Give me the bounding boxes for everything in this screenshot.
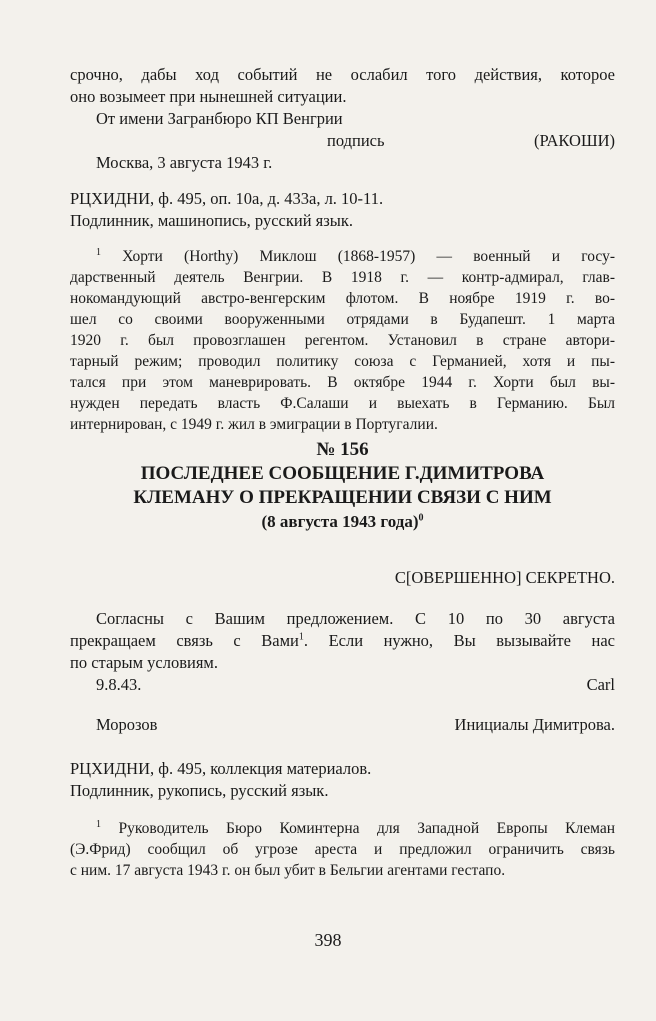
footnote-line: 1920 г. был провозглашен регентом. Установил в стране автори- [70,332,615,349]
document-number: № 156 [316,439,369,460]
footnote-line: нокомандующий австро-венгерским флотом. В ноябре 1919 г. во- [70,290,615,307]
footnote [70,246,615,435]
footnote [70,818,615,881]
document-heading [70,438,615,534]
footnote-marker: 1 [298,631,304,643]
signature-carl: Carl [586,675,615,694]
date-marker: 0 [418,512,424,524]
page-number: 398 [314,930,342,950]
footnote-line: (Э.Фрид) сообщил об угрозе ареста и предложил ограничить связь [70,841,615,858]
footnote-line: шел со своими вооруженными отрядами в Будапешт. 1 марта [70,311,615,328]
body-line: по старым условиям. [70,653,219,672]
body-line: прекращаем связь с Вами$^1$. Если нужно, Вы вызывайте нас [70,631,615,650]
classification-stamp: С[ОВЕРШЕННО] СЕКРЕТНО. [394,568,615,587]
initials: Инициалы Димитрова. [454,715,615,734]
classification [70,567,615,589]
from-line: От имени Загранбюро КП Венгрии [96,109,343,128]
signature-name: (РАКОШИ) [533,131,615,150]
archive-reference [70,188,615,232]
body-line: Согласны с Вашим предложением. С 10 по 30 августа [96,609,615,628]
date-signature-row [70,674,615,696]
footnote-line: $^1$ Хорти (Horthy) Миклош (1868-1957) — военный и госу- [96,246,615,265]
document-title-line: КЛЕМАНУ О ПРЕКРАЩЕНИИ СВЯЗИ С НИМ [133,487,552,508]
footnote-line: нужден передать власть Ф.Салаши и выехать в Германию. Был [70,395,615,412]
morozov: Морозов [96,715,158,734]
document-body [70,608,615,696]
document-title-line: ПОСЛЕДНЕЕ СООБЩЕНИЕ Г.ДИМИТРОВА [140,463,545,484]
footnote-line: с ним. 17 августа 1943 г. он был убит в Бельгии агентами гестапо. [70,862,506,879]
footnote-marker: 1 [96,246,101,258]
letter-end [70,64,615,174]
footnote-marker: 1 [96,818,101,830]
signature-row [70,130,615,152]
document-date: (8 августа 1943 года)$^0$ [261,512,424,531]
archive-type: Подлинник, рукопись, русский язык. [70,781,329,800]
letter-text-line: срочно, дабы ход событий не ослабил того действия, которое [70,65,615,84]
letter-text-line: оно возымеет при нынешней ситуации. [70,87,347,106]
footnote-line: $^1$ Руководитель Бюро Коминтерна для Западной Европы Клеман [96,818,615,837]
archive-reference [70,758,615,802]
footnote-line: тарный режим; проводил политику союза с Германией, хотя и пы- [70,353,615,370]
footnote-line: интернирован, с 1949 г. жил в эмиграции в Португалии. [70,416,438,433]
archive-type: Подлинник, машинопись, русский язык. [70,211,353,230]
place-date: Москва, 3 августа 1943 г. [96,153,273,172]
footnote-line: дарственный деятель Венгрии. В 1918 г. — контр-адмирал, глав- [70,269,615,286]
signatories-row [70,714,615,736]
archive-ref: РЦХИДНИ, ф. 495, оп. 10а, д. 433а, л. 10-11. [70,189,384,208]
written-date: 9.8.43. [96,675,142,694]
signature-label: подпись [327,131,385,150]
archive-ref: РЦХИДНИ, ф. 495, коллекция материалов. [70,759,372,778]
footnote-line: тался при этом маневрировать. В октябре 1944 г. Хорти был вы- [70,374,615,391]
